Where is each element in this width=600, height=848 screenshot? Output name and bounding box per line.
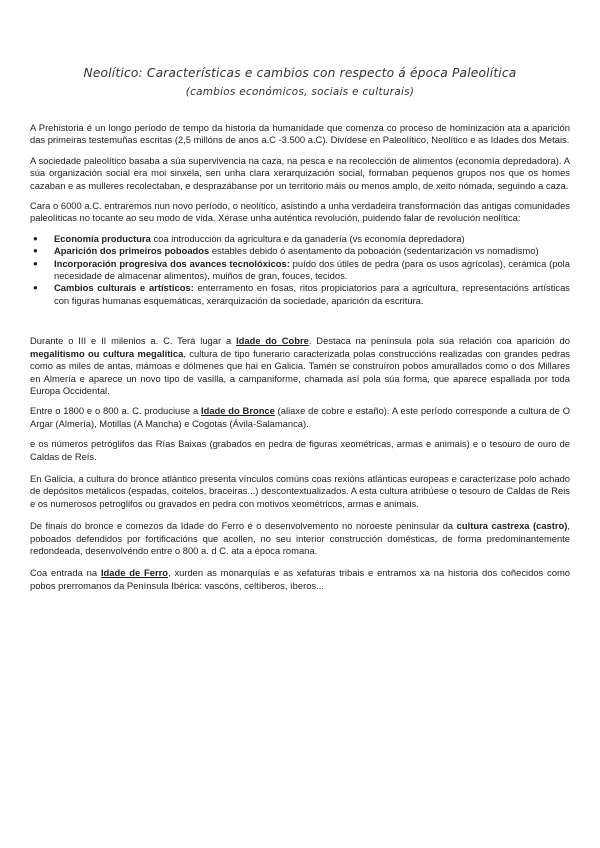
list-item-text: estables debido ó asentamento da poboación (sedentarización vs nomadismo) [209,245,539,257]
text-run: Durante o III e II milenios a. C. Terá lugar a [30,335,237,347]
neolithic-changes-list [30,233,570,307]
list-item [33,245,570,257]
text-run: Coa entrada na [30,567,101,579]
list-item-strong: Cambios culturais e artísticos: [54,282,194,294]
list-item-strong: Aparición dos primeiros poboados [54,245,210,257]
term-megalitismo: megalitismo ou cultura megalítica [30,347,184,359]
paragraph-neolitico: Cara o 6000 a.C. entraremos nun novo período, o neolítico, asistindo a unha verdadeira transformación das antigas comunidades paleolíticas no tocante ao seu modo de vida. Xérase unha auténtica revolución, puidendo falar de revolución neolítica: [30,200,570,224]
paragraph-prehistoria: A Prehistoria é un longo período de tempo da historia da humanidade que comenza co proceso de hominización ata a aparición das primeiras testemuñas escritas (2,5 millóns de anos a.C -3.500 a.C). Divídese en Paleolítico, Neolítico e as Idades dos Metais. [30,122,570,146]
list-item-strong: Incorporación progresiva dos avances tecnolóxicos: [54,257,290,269]
paragraph-idade-ferro [30,567,570,592]
page-subtitle: (cambios económicos, sociais e culturais) [185,86,415,98]
paragraph-paleolitico: A sociedade paleolítico basaba a súa supervivencia na caza, na pesca e na recolección de alimentos (economía depredadora). A súa organización social era moi sinxela, sen unha clara xerarquización social, formaban pequenos grupos nos que os homes cazaban e as mulleres recolectaban, e desprazábanse por un territorio máis ou menos amplo, de xeito nómada, seguindo a caza. [30,154,570,191]
text-run: (aliaxe de cobre e estaño). A este período corresponde a cultura de O Argar (Almería), Motillas (A Mancha) e Cogotas (Ávila-Salamanca). [30,405,570,429]
list-item [33,282,570,307]
list-item [33,232,570,245]
document-body [30,122,570,600]
text-run: , poboados defendidos por fortificacións que acollen, no seu interior construcción domésticas, de forma predominantemente redondeada, desenvolvéndo entre o 800 a. d C. ata a época romana. [30,520,571,556]
bullet-icon: ● [33,283,38,293]
list-item-strong: Economía productura [54,232,151,244]
text-run: . Destaca na península pola súa relación coa aparición do [308,335,570,347]
list-item-text: enterramento en fosas, ritos propiciatorios para a agricultura, representacións artísticas con figuras humanas esquemáticas, xerarquización da sociedade, aparición da escritura. [54,282,570,306]
list-item [33,257,570,283]
page-title: Neolítico: Características e cambios con respecto á época Paleolítica [83,66,517,80]
bullet-icon: ● [33,233,38,243]
paragraph-idade-cobre [30,335,570,397]
text-run: , cultura de tipo funerario caracterizada polas construccións realizadas con grandes pedras como as miles de antas, mámoas e dólmenes que hai en Galicia. Tamén se construíron pobos amurallados como o dos Millares en Almería e aparece un novo tipo de vasilla, a campaniforme, chamada así pola súa forma, que aparece espallada por toda Europa Occidental. [30,347,570,396]
list-item-text: coa introducción da agricultura e da ganadería (vs economía depredadora) [150,232,465,244]
text-run: , xurden as monarquías e as xefaturas tribais e entramos xa na historia dos coñecidos como pobos prerromanos da Península Ibérica: vascóns, celtíberos, íberos... [30,567,570,591]
term-idade-cobre: Idade do Cobre [236,335,309,347]
list-item-text: puído dos útiles de pedra (para os usos agrícolas), cerámica (pola necesidade de almacenar alimentos), muiños de gran, fouces, tecidos. [54,257,570,282]
term-idade-bronce: Idade do Bronce [200,405,275,417]
text-run: De finais do bronce e comezos da Idade do Ferro é o desenvolvemento no noroeste peninsular da [30,520,457,532]
paragraph-idade-bronce [30,405,570,430]
term-idade-ferro: Idade de Ferro [100,567,168,579]
text-run: Entre o 1800 e o 800 a. C. produciuse a [30,405,201,417]
paragraph-galicia-bronce: En Galicia, a cultura do bronce atlántico presenta vínculos comúns coas rexións atlánticas europeas e caracterízase polo achado de depósitos metálicos (espadas, coitelos, braceiras...) descontextualizados. A esta cultura atribúese o tesouro de Caldas de Reis e os numerosos petroglifos ou gravados en pedra con motivos xeométricos, armas e animais. [30,472,570,509]
term-cultura-castrexa: cultura castrexa (castro) [456,520,568,532]
paragraph-petroglifos: e os números petróglifos das Rías Baixas (grabados en pedra de figuras xeométricas, armas e animais) e o tesouro de ouro de Caldas de Reís. [30,438,570,462]
paragraph-cultura-castrexa [30,520,570,557]
bullet-icon: ● [33,258,38,268]
bullet-icon: ● [33,246,38,256]
